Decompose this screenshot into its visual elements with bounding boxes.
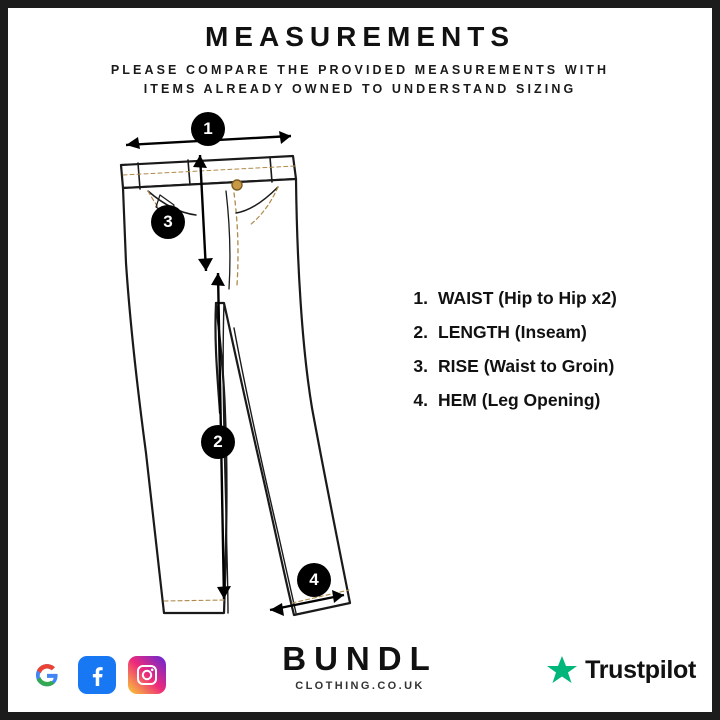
legend-label: WAIST (Hip to Hip x2): [438, 288, 617, 308]
badge-length: 2: [201, 425, 235, 459]
header: [8, 22, 712, 100]
legend-item-hem: [400, 390, 680, 411]
legend-item-waist: [400, 288, 680, 309]
subtitle-line-2: ITEMS ALREADY OWNED TO UNDERSTAND SIZING: [143, 82, 577, 97]
size-guide-card: [8, 8, 712, 712]
subtitle-line-1: PLEASE COMPARE THE PROVIDED MEASUREMENTS WITH: [110, 62, 610, 77]
legend-number: 1.: [413, 288, 428, 308]
trustpilot-badge[interactable]: [546, 654, 696, 686]
legend-number: 4.: [413, 390, 428, 410]
legend-number: 3.: [413, 356, 428, 376]
legend-item-length: [400, 322, 680, 343]
legend-label: LENGTH (Inseam): [438, 322, 587, 342]
page-title: MEASUREMENTS: [204, 21, 515, 52]
footer: [8, 628, 712, 698]
trustpilot-star-icon: [546, 654, 578, 686]
brand-domain: CLOTHING.CO.UK: [295, 680, 425, 692]
legend-number: 2.: [413, 322, 428, 342]
badge-rise: 3: [151, 205, 185, 239]
jeans-illustration-svg: [38, 113, 398, 633]
legend-label: HEM (Leg Opening): [438, 390, 601, 410]
badge-hem: 4: [297, 563, 331, 597]
legend-label: RISE (Waist to Groin): [438, 356, 615, 376]
legend-item-rise: [400, 356, 680, 377]
jeans-diagram: [38, 113, 398, 633]
trustpilot-label: Trustpilot: [585, 655, 696, 684]
brand-name: BUNDL: [282, 640, 438, 677]
measurement-legend: [400, 288, 680, 424]
badge-waist: 1: [191, 112, 225, 146]
